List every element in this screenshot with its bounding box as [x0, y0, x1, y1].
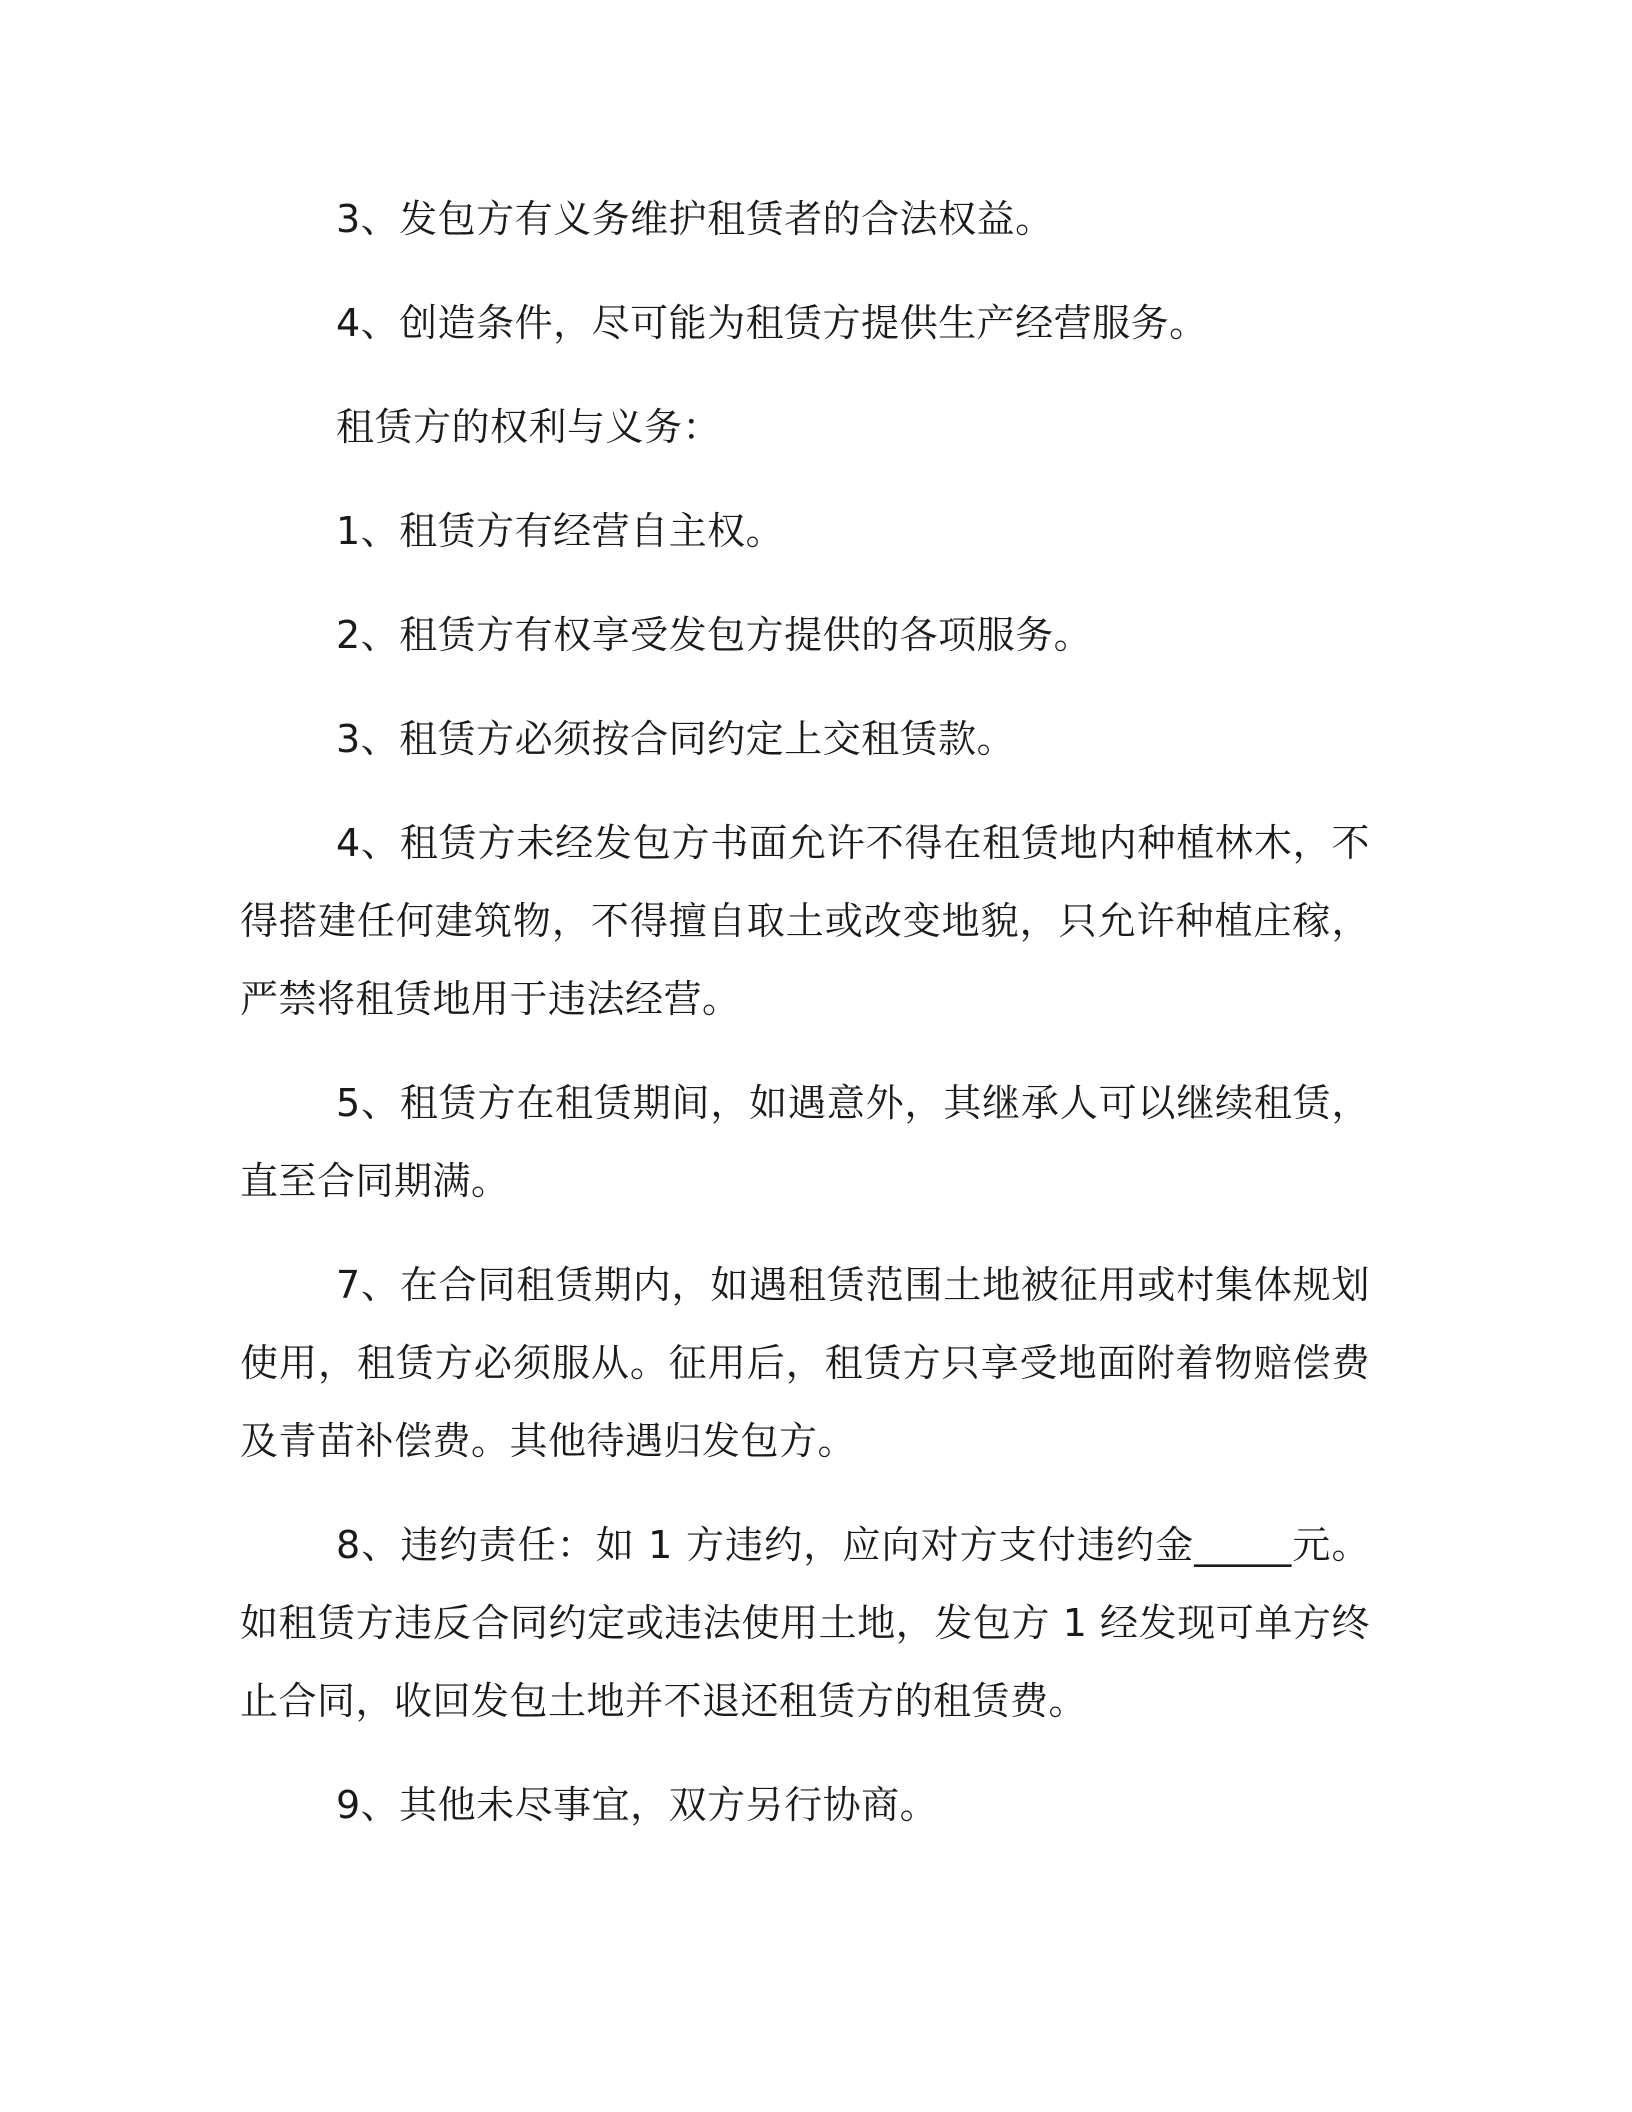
- clause-3-employer-duty: 3、发包方有义务维护租赁者的合法权益。: [336, 197, 1054, 241]
- clause-8-breach-liability: 8、违约责任：如 1 方违约，应向对方支付违约金_____元。如租赁方违反合同约定或违法使用土地，发包方 1 经发现可单方终止合同，收回发包土地并不退还租赁方的租赁费。: [240, 1523, 1370, 1723]
- clause-4-employer-service: 4、创造条件，尽可能为租赁方提供生产经营服务。: [336, 301, 1208, 345]
- lessee-clause-4: 4、租赁方未经发包方书面允许不得在租赁地内种植林木，不得搭建任何建筑物，不得擅自取土或改变地貌，只允许种植庄稼，严禁将租赁地用于违法经营。: [240, 821, 1370, 1021]
- clause-7-expropriation: 7、在合同租赁期内，如遇租赁范围土地被征用或村集体规划使用，租赁方必须服从。征用后，租赁方只享受地面附着物赔偿费及青苗补偿费。其他待遇归发包方。: [240, 1263, 1370, 1463]
- lessee-clause-1: 1、租赁方有经营自主权。: [336, 509, 785, 553]
- lessee-rights-heading: 租赁方的权利与义务：: [336, 405, 722, 449]
- lessee-clause-5: 5、租赁方在租赁期间，如遇意外，其继承人可以继续租赁，直至合同期满。: [240, 1081, 1370, 1203]
- clause-9-other-matters: 9、其他未尽事宜，双方另行协商。: [336, 1783, 939, 1827]
- lessee-clause-3: 3、租赁方必须按合同约定上交租赁款。: [336, 717, 1016, 761]
- lessee-clause-2: 2、租赁方有权享受发包方提供的各项服务。: [336, 613, 1093, 657]
